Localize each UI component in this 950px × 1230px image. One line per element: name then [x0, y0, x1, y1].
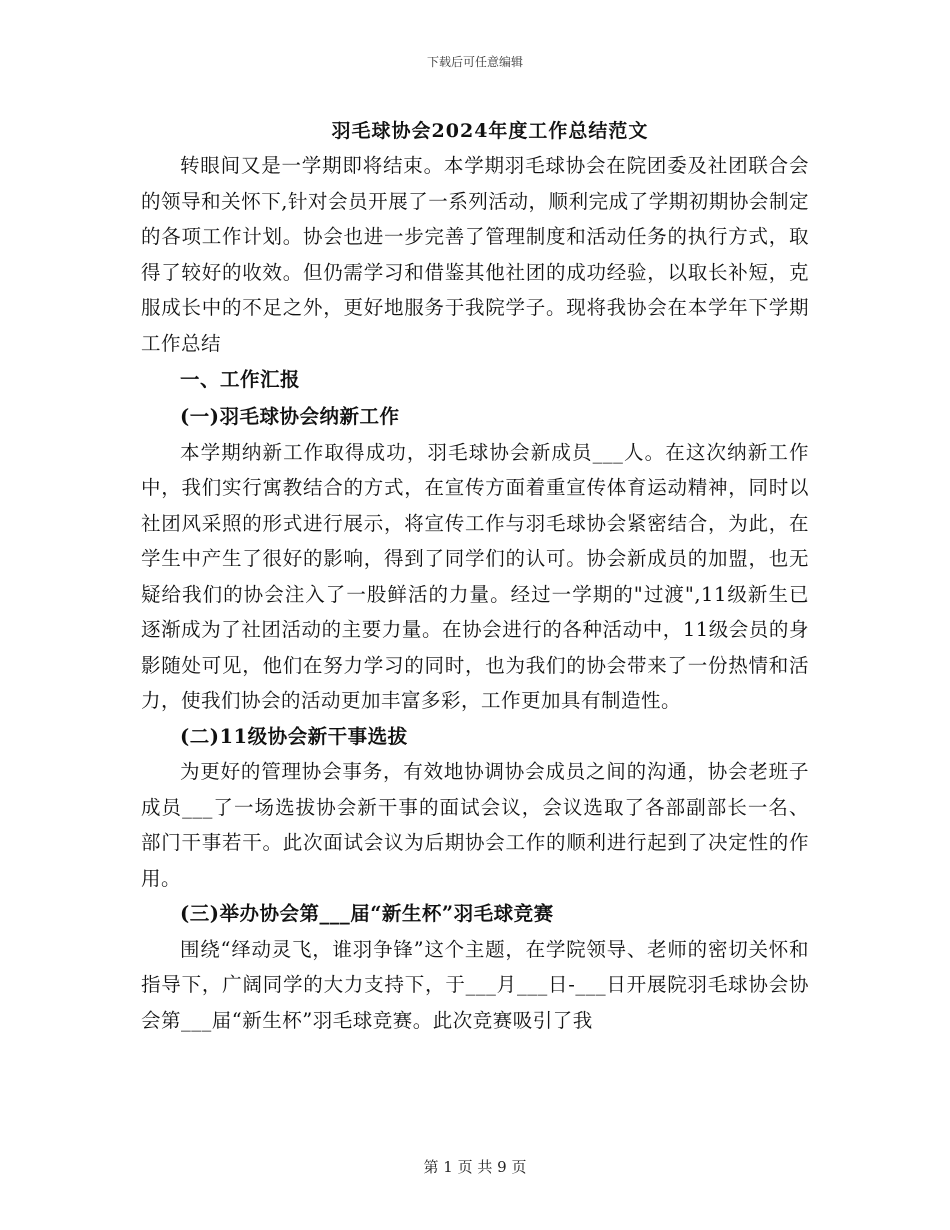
subsection-heading-officer-selection: (二)11级协会新干事选拔	[180, 724, 408, 748]
section-heading-work-report: 一、工作汇报	[180, 368, 301, 391]
officer-selection-paragraph: 为更好的管理协会事务，有效地协调协会成员之间的沟通，协会老班子成员___了一场选拔协会新干事的面试会议，会议选取了各部副部长一名、部门干事若干。此次面试会议为后期协会工作的顺利进行起到了决定性的作用。	[141, 760, 809, 890]
subsection-heading-recruitment: (一)羽毛球协会纳新工作	[180, 405, 400, 428]
competition-paragraph: 围绕“绎动灵飞，谁羽争锋”这个主题，在学院领导、老师的密切关怀和指导下，广阔同学的大力支持下，于___月___日-___日开展院羽毛球协会协会第___届“新生杯”羽毛球竞赛。此次竞赛吸引了我	[141, 937, 809, 1032]
subsection-heading-competition: (三)举办协会第___届“新生杯”羽毛球竞赛	[180, 902, 554, 925]
recruitment-paragraph: 本学期纳新工作取得成功，羽毛球协会新成员___人。在这次纳新工作中，我们实行寓教结合的方式，在宣传方面着重宣传体育运动精神，同时以社团风采照的形式进行展示，将宣传工作与羽毛球协会紧密结合，为此，在学生中产生了很好的影响，得到了同学们的认可。协会新成员的加盟，也无疑给我们的协会注入了一股鲜活的力量。经过一学期的"过渡",11级新生已逐渐成为了社团活动的主要力量。在协会进行的各种活动中，11级会员的身影随处可见，他们在努力学习的同时，也为我们的协会带来了一份热情和活力，使我们协会的活动更加丰富多彩，工作更加具有制造性。	[141, 440, 809, 712]
document-title: 羽毛球协会2024年度工作总结范文	[331, 120, 649, 142]
document-body	[141, 114, 809, 1038]
intro-paragraph: 转眼间又是一学期即将结束。本学期羽毛球协会在院团委及社团联合会的领导和关怀下,针对会员开展了一系列活动，顺利完成了学期初期协会制定的各项工作计划。协会也进一步完善了管理制度和活动任务的执行方式，取得了较好的收效。但仍需学习和借鉴其他社团的成功经验，以取长补短，克服成长中的不足之外，更好地服务于我院学子。现将我协会在本学年下学期工作总结	[141, 154, 809, 355]
page-header-note: 下载后可任意编辑	[426, 55, 523, 69]
page-number-footer: 第 1 页 共 9 页	[423, 1158, 527, 1176]
